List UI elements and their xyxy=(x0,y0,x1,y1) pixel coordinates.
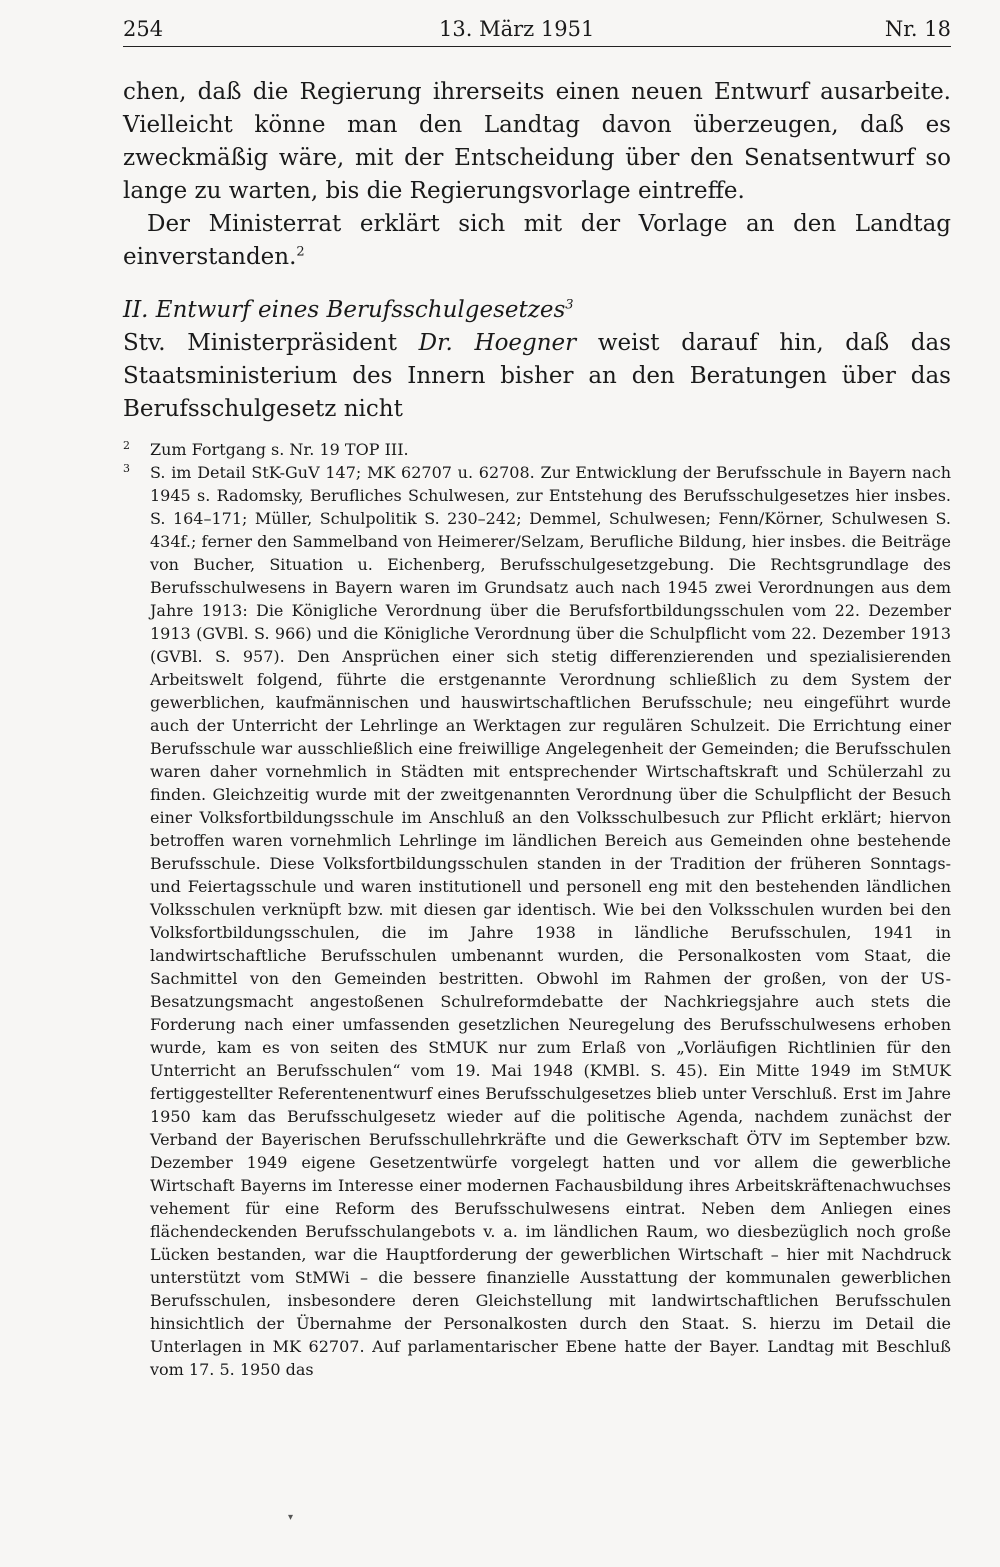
paragraph-continuation: chen, daß die Regierung ihrerseits einen neuen Entwurf ausarbeite. Vielleicht könne man den Landtag davon überzeugen, daß es zweckmäßig wäre, mit der Entscheidung über den Senatsentwurf so lange zu warten, bis die Regierungsvorlage eintreffe. xyxy=(123,79,951,204)
header-rule xyxy=(123,46,951,47)
footnote-ref-3[interactable]: 3 xyxy=(565,297,574,313)
page-number: 254 xyxy=(123,17,164,41)
paragraph-discussion-rest: weist darauf hin, daß das Staatsministerium des Innern bisher an den Beratungen über das Berufsschulgesetz nicht xyxy=(123,330,951,422)
footnote xyxy=(123,461,951,1381)
print-mark: ▾ xyxy=(288,1512,294,1523)
speaker-name: Dr. Hoegner xyxy=(418,330,577,356)
running-header xyxy=(123,14,951,44)
footnote xyxy=(123,438,951,461)
protocol-number: Nr. 18 xyxy=(884,17,951,41)
paragraph-decision xyxy=(123,208,951,274)
paragraph-discussion xyxy=(123,327,951,426)
paragraph-discussion-start: Stv. Ministerpräsident xyxy=(123,330,419,356)
paragraph-decision-text: Der Ministerrat erklärt sich mit der Vorlage an den Landtag einverstanden. xyxy=(123,211,951,270)
footnotes xyxy=(123,438,951,1381)
footnote-ref-2[interactable]: 2 xyxy=(296,244,305,260)
footnote-text: Zum Fortgang s. Nr. 19 TOP III. xyxy=(150,440,409,459)
section-heading-text: II. Entwurf eines Berufsschulgesetzes xyxy=(123,297,566,323)
main-text xyxy=(123,76,951,426)
footnote-number: 2 xyxy=(123,439,130,452)
section-heading xyxy=(123,294,951,327)
session-date: 13. März 1951 xyxy=(439,17,595,41)
footnote-text: S. im Detail StK-GuV 147; MK 62707 u. 62708. Zur Entwicklung der Berufsschule in Bayern nach 1945 s. Radomsky, Berufliches Schulwesen, zur Entstehung des Berufsschulgesetzes hier insbes. S. 164–171; Müller, Schulpolitik S. 230–242; Demmel, Schulwesen; Fenn/Körner, Schulwesen S. 434f.; ferner den Sammelband von Heimerer/Selzam, Berufliche Bildung, hier insbes. die Beiträge von Bucher, Situation u. Eichenberg, Berufsschulgesetzgebung. Die Rechtsgrundlage des Berufsschulwesens in Bayern waren im Grundsatz auch nach 1945 zwei Verordnungen aus dem Jahre 1913: Die Königliche Verordnung über die Berufsfortbildungsschulen vom 22. Dezember 1913 (GVBl. S. 966) und die Königliche Verordnung über die Schulpflicht vom 22. Dezember 1913 (GVBl. S. 957). Den Ansprüchen einer sich stetig differenzierenden und spezialisierenden Arbeitswelt folgend, führte die erstgenannte Verordnung schließlich zu dem System der gewerblichen, kaufmännischen und hauswirtschaftlichen Berufsschule; neu eingeführt wurde auch der Unterricht der Lehrlinge an Werktagen zur regulären Schulzeit. Die Errichtung einer Berufsschule war ausschließlich eine freiwillige Angelegenheit der Gemeinden; die Berufsschulen waren daher vornehmlich in Städten mit entsprechender Wirtschaftskraft und Schülerzahl zu finden. Gleichzeitig wurde mit der zweitgenannten Verordnung über die Schulpflicht der Besuch einer Volksfortbildungsschule im Anschluß an den Volksschulbesuch zur Pflicht erklärt; hiervon betroffen waren vornehmlich Lehrlinge im ländlichen Bereich aus Gemeinden ohne bestehende Berufsschule. Diese Volksfortbildungsschulen standen in der Tradition der früheren Sonntags- und Feiertagsschule und waren institutionell und personell eng mit den bestehenden ländlichen Volksschulen verknüpft bzw. mit diesen gar identisch. Wie bei den Volksschulen wurden bei den Volksfortbildungsschulen, die im Jahre 1938 in ländliche Berufsschulen, 1941 in landwirtschaftliche Berufsschulen umbenannt wurden, die Personalkosten vom Staat, die Sachmittel von den Gemeinden bestritten. Obwohl im Rahmen der großen, von der US-Besatzungsmacht angestoßenen Schulreformdebatte der Nachkriegsjahre auch stets die Forderung nach einer umfassenden gesetzlichen Neuregelung des Berufsschulwesens erhoben wurde, kam es von seiten des StMUK nur zum Erlaß von „Vorläufigen Richtlinien für den Unterricht an Berufsschulen“ vom 19. Mai 1948 (KMBl. S. 45). Ein Mitte 1949 im StMUK fertiggestellter Referentenentwurf eines Berufsschulgesetzes blieb unter Verschluß. Erst im Jahre 1950 kam das Berufsschulgesetz wieder auf die politische Agenda, nachdem zunächst der Verband der Bayerischen Berufsschullehrkräfte und die Gewerkschaft ÖTV im September bzw. Dezember 1949 eigene Gesetzentwürfe vorgelegt hatten und vor allem die gewerbliche Wirtschaft Bayerns im Interesse einer modernen Fachausbildung ihres Arbeitskräftenachwuchses vehement für eine Reform des Berufsschulwesens eintrat. Neben dem Anliegen eines flächendeckenden Berufsschulangebots v. a. im ländlichen Raum, wo diesbezüglich noch große Lücken bestanden, war die Hauptforderung der gewerblichen Wirtschaft – hier mit Nachdruck unterstützt vom StMWi – die bessere finanzielle Ausstattung der kommunalen gewerblichen Berufsschulen, insbesondere deren Gleichstellung mit landwirtschaftlichen Berufsschulen hinsichtlich der Übernahme der Personalkosten durch den Staat. S. hierzu im Detail die Unterlagen in MK 62707. Auf parlamentarischer Ebene hatte der Bayer. Landtag mit Beschluß vom 17. 5. 1950 das xyxy=(150,463,951,1379)
footnote-number: 3 xyxy=(123,462,130,475)
